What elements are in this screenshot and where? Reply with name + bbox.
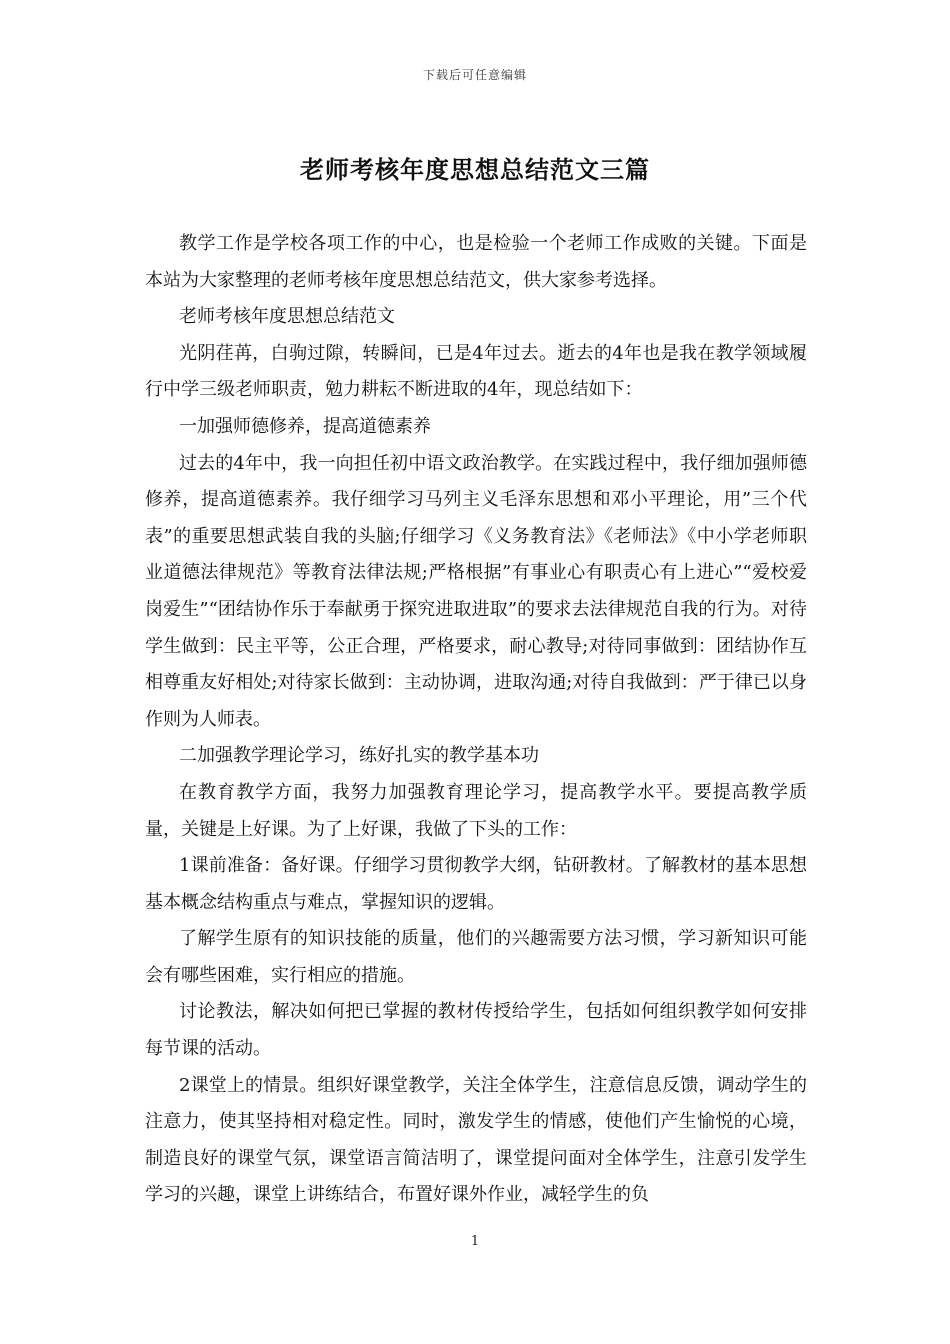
page-header-note: 下载后可任意编辑 (422, 68, 527, 82)
document-body (145, 226, 807, 1214)
page-number: 1 (470, 1234, 480, 1249)
lesson-prep-paragraph: 1课前准备：备好课。仔细学习贯彻教学大纲，钻研教材。了解教材的基本思想基本概念结构重点与难点，掌握知识的逻辑。 (145, 855, 807, 913)
section-heading-2: 二加强教学理论学习，练好扎实的教学基本功 (179, 745, 539, 767)
intro-paragraph: 教学工作是学校各项工作的中心，也是检验一个老师工作成败的关键。下面是本站为大家整理的老师考核年度思想总结范文，供大家参考选择。 (145, 233, 807, 291)
teaching-method-paragraph: 讨论教法，解决如何把已掌握的教材传授给学生，包括如何组织教学如何安排每节课的活动。 (145, 1001, 807, 1060)
section-heading-1: 一加强师德修养，提高道德素养 (179, 415, 431, 437)
student-knowledge-paragraph: 了解学生原有的知识技能的质量，他们的兴趣需要方法习惯，学习新知识可能会有哪些困难，实行相应的措施。 (145, 928, 807, 986)
opening-paragraph: 光阴荏苒，白驹过隙，转瞬间，已是4年过去。逝去的4年也是我在教学领域履行中学三级老师职责，勉力耕耘不断进取的4年，现总结如下： (145, 342, 807, 401)
subtitle-paragraph: 老师考核年度思想总结范文 (179, 306, 395, 328)
classroom-paragraph: 2课堂上的情景。组织好课堂教学，关注全体学生，注意信息反馈，调动学生的注意力，使其坚持相对稳定性。同时，激发学生的情感，使他们产生愉悦的心境，制造良好的课堂气氛，课堂语言简洁明了，课堂提问面对全体学生，注意引发学生学习的兴趣，课堂上讲练结合，布置好课外作业，减轻学生的负 (145, 1074, 807, 1206)
section-2-paragraph: 在教育教学方面，我努力加强教育理论学习，提高教学水平。要提高教学质量，关键是上好课。为了上好课，我做了下头的工作： (145, 781, 807, 840)
document-title: 老师考核年度思想总结范文三篇 (300, 155, 650, 184)
section-1-paragraph: 过去的4年中，我一向担任初中语文政治教学。在实践过程中，我仔细加强师德修养，提高道德素养。我仔细学习马列主义毛泽东思想和邓小平理论，用”三个代表”的重要思想武装自我的头脑;仔细学习《义务教育法》《老师法》《中小学老师职业道德法律规范》等教育法律法规;严格根据”有事业心有职责心有上进心”“爱校爱岗爱生”“团结协作乐于奉献勇于探究进取进取”的要求去法律规范自我的行为。对待学生做到：民主平等，公正合理，严格要求，耐心教导;对待同事做到：团结协作互相尊重友好相处;对待家长做到：主动协调，进取沟通;对待自我做到：严于律已以身作则为人师表。 (145, 452, 807, 730)
